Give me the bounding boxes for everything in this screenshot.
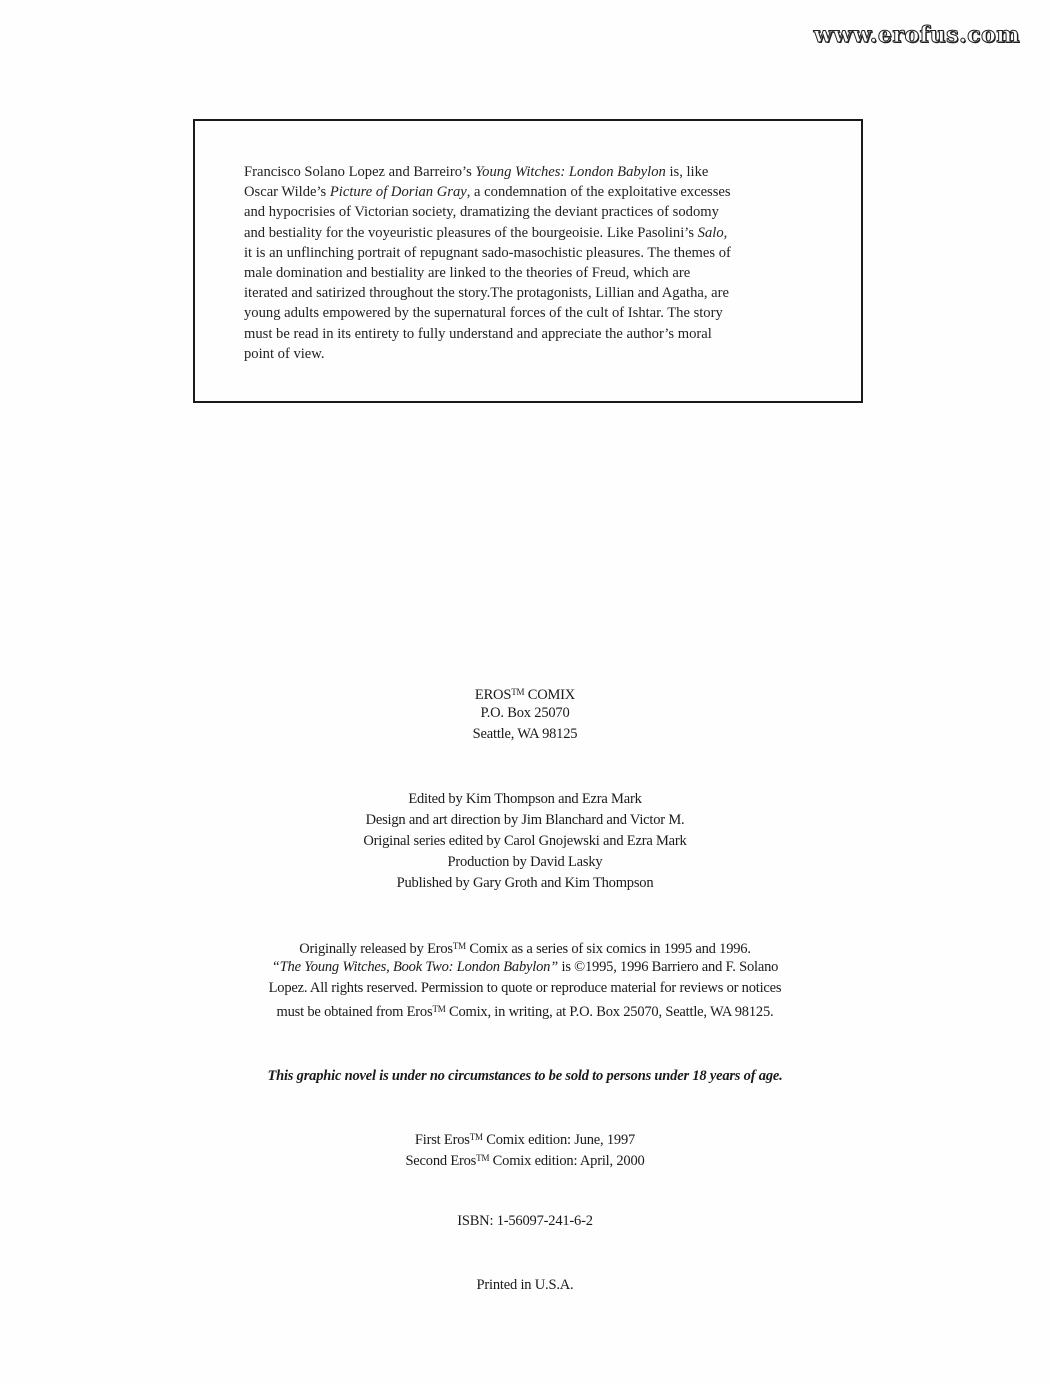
- legal-notice: [0, 936, 1050, 1020]
- legal-text-span: is ©1995, 1996 Barriero and F. Solano: [558, 959, 779, 975]
- notice-line: [244, 182, 819, 202]
- legal-text-span: Originally released by Eros: [299, 941, 453, 957]
- credits-block: [0, 789, 1050, 894]
- reference-title: Salo: [697, 224, 724, 241]
- notice-text-span: is, like: [665, 164, 709, 180]
- age-warning: [0, 1066, 1050, 1087]
- trademark-mark: TM: [476, 1153, 490, 1163]
- edition-text-span: First Eros: [414, 1132, 470, 1148]
- legal-line: [0, 999, 1050, 1020]
- first-edition: [0, 1127, 1050, 1148]
- trademark-mark: TM: [511, 687, 525, 697]
- notice-line: iterated and satirized throughout the story.The protagonists, Lillian and Agatha, are: [244, 285, 729, 302]
- credit-line: Production by David Lasky: [447, 854, 603, 870]
- po-box: P.O. Box 25070: [480, 705, 570, 721]
- isbn-block: [0, 1211, 1050, 1232]
- legal-text-span: Comix, in writing, at P.O. Box 25070, Seattle, WA 98125.: [445, 1004, 774, 1020]
- trademark-mark: TM: [469, 1132, 483, 1142]
- legal-line: [0, 957, 1050, 978]
- notice-line: and hypocrisies of Victorian society, dramatizing the deviant practices of sodomy: [244, 204, 719, 221]
- notice-text-span: Oscar Wilde’s: [244, 184, 330, 201]
- notice-line: [244, 162, 819, 182]
- trademark-mark: TM: [432, 1004, 446, 1014]
- publisher-name-part: EROS: [474, 687, 512, 703]
- age-warning-text: This graphic novel is under no circumstances to be sold to persons under 18 years of age.: [267, 1068, 783, 1084]
- site-watermark: www.erofus.com: [813, 22, 1020, 48]
- legal-text-span: must be obtained from Eros: [276, 1004, 433, 1020]
- notice-line: point of view.: [244, 345, 325, 362]
- notice-line: must be read in its entirety to fully understand and appreciate the author’s moral: [244, 325, 712, 342]
- edition-history: [0, 1127, 1050, 1169]
- notice-text-span: , a condemnation of the exploitative excesses: [466, 184, 731, 201]
- isbn-number: ISBN: 1-56097-241-6-2: [457, 1213, 593, 1229]
- notice-line: young adults empowered by the supernatural forces of the cult of Ishtar. The story: [244, 305, 723, 322]
- content-notice-text: [244, 162, 819, 364]
- trademark-mark: TM: [452, 941, 466, 951]
- publisher-address: [0, 682, 1050, 745]
- edition-text-span: Second Eros: [405, 1153, 477, 1169]
- credit-line: Published by Gary Groth and Kim Thompson: [396, 875, 654, 891]
- notice-line: male domination and bestiality are linked to the theories of Freud, which are: [244, 265, 691, 282]
- edition-text-span: Comix edition: June, 1997: [482, 1132, 636, 1148]
- legal-line: Lopez. All rights reserved. Permission to quote or reproduce material for reviews or notices: [268, 980, 782, 996]
- credit-line: Original series edited by Carol Gnojewski and Ezra Mark: [363, 833, 687, 849]
- notice-text-span: Francisco Solano Lopez and Barreiro’s: [244, 164, 476, 180]
- credit-line: Design and art direction by Jim Blanchard and Victor M.: [365, 812, 685, 828]
- city-state-zip: Seattle, WA 98125: [472, 726, 578, 742]
- reference-title: Picture of Dorian Gray: [329, 184, 467, 201]
- second-edition: [0, 1148, 1050, 1169]
- notice-line: [244, 223, 819, 243]
- edition-text-span: Comix edition: April, 2000: [489, 1153, 645, 1169]
- notice-text-span: ,: [723, 224, 728, 241]
- credit-line: Edited by Kim Thompson and Ezra Mark: [408, 791, 642, 807]
- book-title: “The Young Witches, Book Two: London Babylon”: [271, 959, 559, 975]
- book-title: Young Witches: London Babylon: [475, 164, 666, 180]
- legal-text-span: Comix as a series of six comics in 1995 and 1996.: [465, 941, 751, 957]
- notice-line: it is an unflinching portrait of repugnant sado-masochistic pleasures. The themes of: [244, 244, 731, 261]
- content-notice-box: [193, 119, 863, 403]
- printed-in-block: [0, 1275, 1050, 1296]
- publisher-name: [0, 682, 1050, 703]
- publisher-name-part: COMIX: [524, 687, 576, 703]
- notice-text-span: and bestiality for the voyeuristic pleasures of the bourgeoisie. Like Pasolini’s: [244, 224, 698, 241]
- printed-in: Printed in U.S.A.: [476, 1277, 574, 1293]
- legal-line: [0, 936, 1050, 957]
